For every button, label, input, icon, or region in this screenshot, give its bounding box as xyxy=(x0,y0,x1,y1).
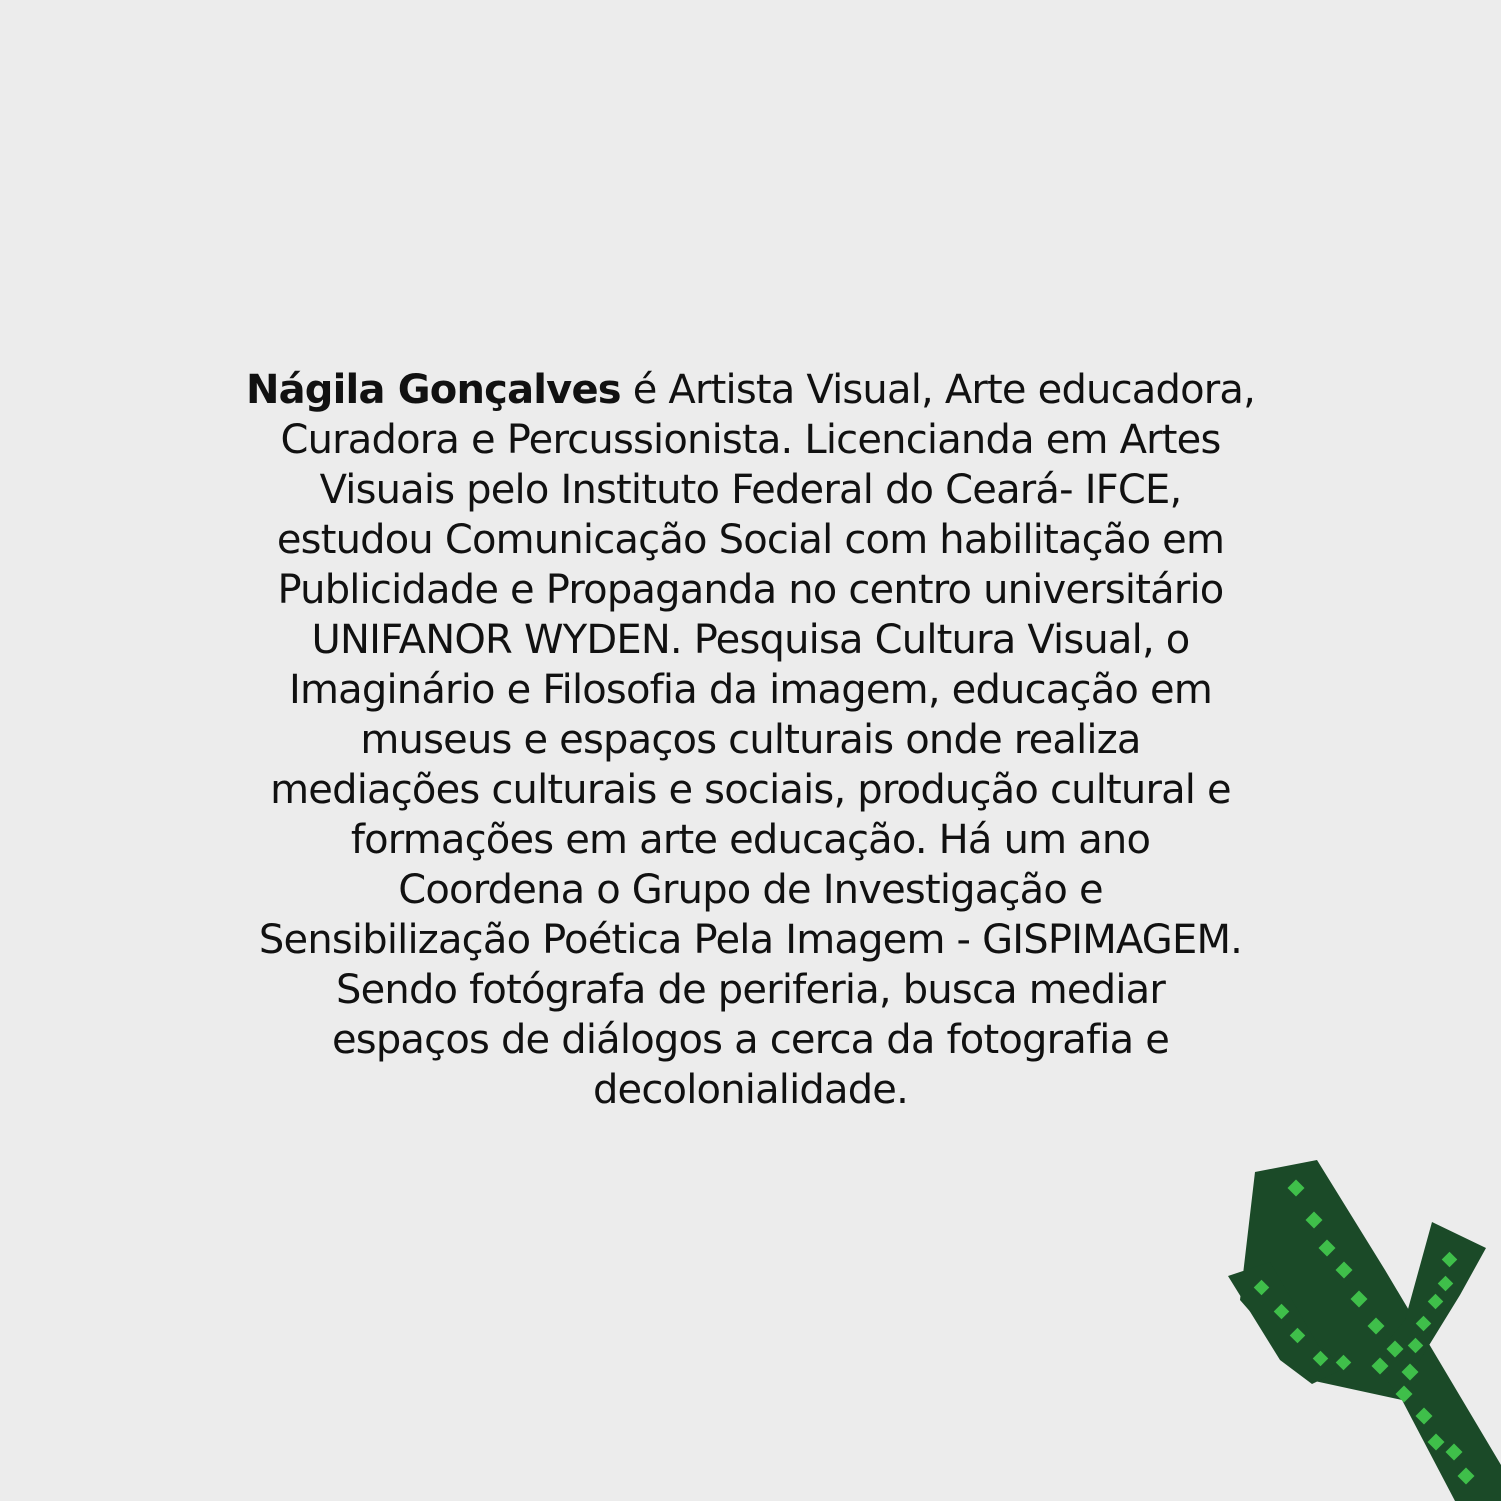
bio-line: decolonialidade. xyxy=(592,1067,909,1113)
bio-line: espaços de diálogos a cerca da fotografia e xyxy=(331,1017,1170,1063)
bio-line: museus e espaços culturais onde realiza xyxy=(360,717,1141,763)
bio-paragraph xyxy=(200,365,1301,1115)
bio-line: Coordena o Grupo de Investigação e xyxy=(398,867,1103,913)
cactus-icon xyxy=(1220,1150,1501,1501)
bio-line: Curadora e Percussionista. Licencianda em Artes xyxy=(280,417,1221,463)
bio-line: formações em arte educação. Há um ano xyxy=(350,817,1151,863)
bio-line-1-text: é Artista Visual, Arte educadora, xyxy=(620,367,1256,413)
bio-line: Visuais pelo Instituto Federal do Ceará- IFCE, xyxy=(319,467,1182,513)
artist-name: Nágila Gonçalves xyxy=(245,367,621,413)
bio-line: Publicidade e Propaganda no centro universitário xyxy=(277,567,1224,613)
bio-line: UNIFANOR WYDEN. Pesquisa Cultura Visual, o xyxy=(311,617,1190,663)
bio-line-1 xyxy=(200,365,1301,415)
bio-line: mediações culturais e sociais, produção cultural e xyxy=(270,767,1231,813)
bio-line: estudou Comunicação Social com habilitação em xyxy=(276,517,1225,563)
bio-line: Sensibilização Poética Pela Imagem - GISPIMAGEM. xyxy=(258,917,1243,963)
bio-line: Sendo fotógrafa de periferia, busca mediar xyxy=(336,967,1165,1013)
bio-line: Imaginário e Filosofia da imagem, educação em xyxy=(289,667,1212,713)
